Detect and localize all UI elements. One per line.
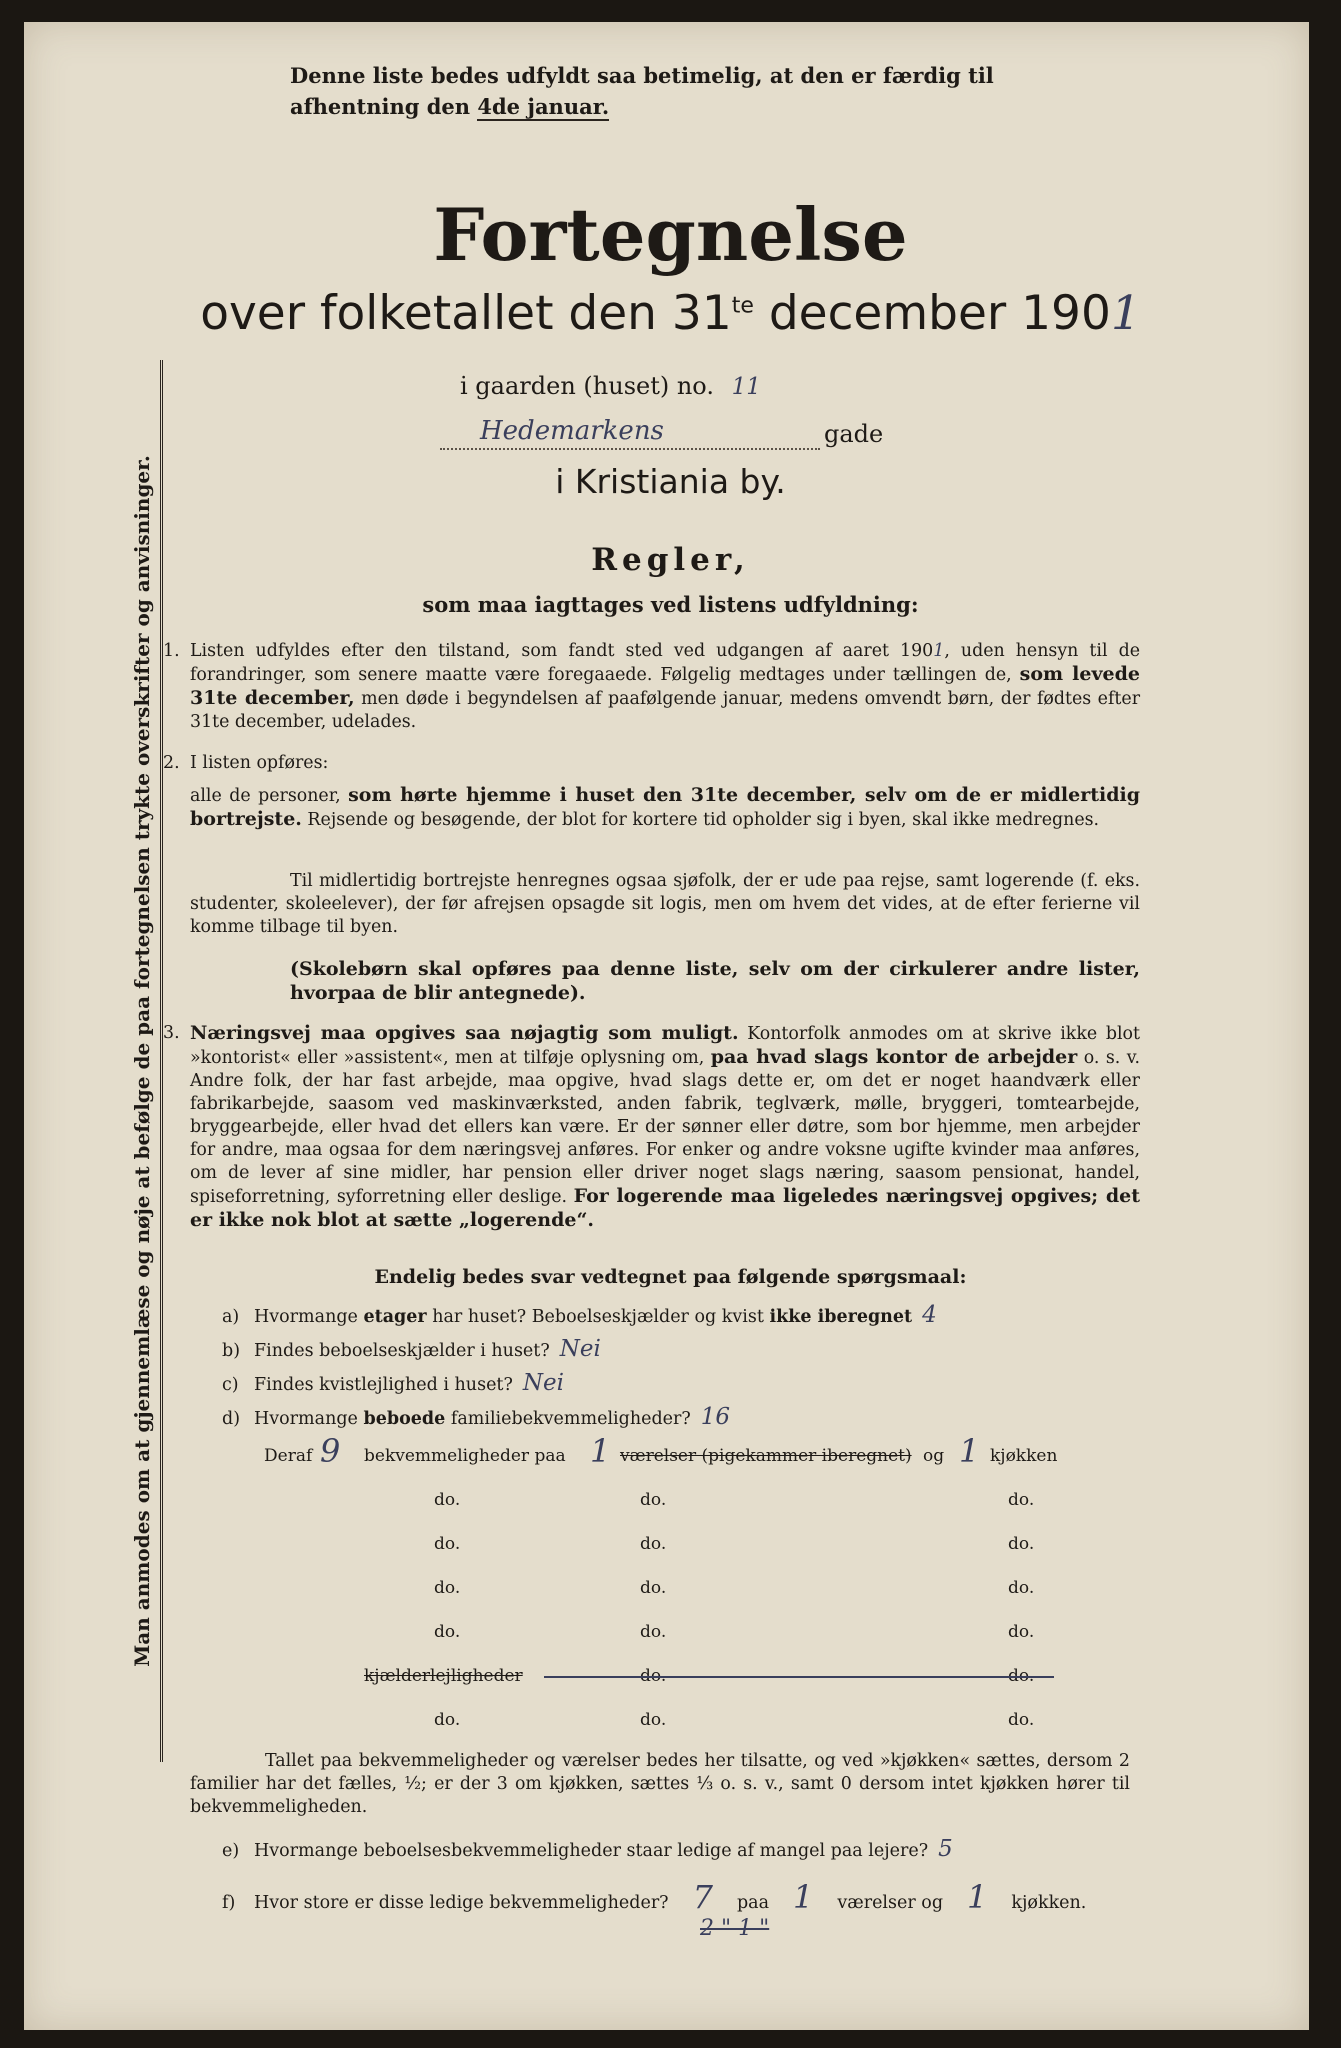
table-row: do. do. do. xyxy=(434,1534,1035,1554)
questions-heading: Endelig bedes svar vedtegnet paa følgende spørgsmaal: xyxy=(374,1266,967,1288)
year-digit: 1 xyxy=(1110,286,1141,341)
rule-1: 1. Listen udfyldes efter den tilstand, som fandt sted ved udgangen af aaret 1901, uden hensyn til de forandringer, som senere maatte være foregaaede. Følgelig medtages under tællingen de, som levede 31te december, men døde i begyndelsen af paafølgende januar, medens omvendt børn, der fødtes efter 31te december, udelades. xyxy=(163,641,1141,732)
house-number-line: i gaarden (huset) no. 11 xyxy=(460,372,761,400)
rule-2-text: alle de personer, som hørte hjemme i huset den 31te december, selv om de er midlertidig bortrejste. Rejsende og besøgende, der blot for kortere tid opholder sig i byen, skal ikke medregnes. xyxy=(190,784,1140,830)
question-f: f) Hvor store er disse ledige bekvemmeligheder? 7 paa 1 værelser og 1 kjøkken. xyxy=(222,1878,1087,1916)
pickup-notice: Denne liste bedes udfyldt saa betimelig, at den er færdig til afhentning den 4de januar. xyxy=(290,63,994,119)
rule-2-para2: Til midlertidig bortrejste henregnes ogsaa sjøfolk, der er ude paa rejse, samt logerende (f. eks. studenter, skoleelever), der før afrejsen opsagde sit logis, men om hvem det vides, at de efter ferierne vil komme tilbage til byen. xyxy=(190,871,1140,937)
side-instruction: Man anmodes om at gjennemlæse og nøje at befølge de paa fortegnelsen trykte overskrifter og anvisninger. xyxy=(124,360,163,1762)
rule-3: 3. Næringsvej maa opgives saa nøjagtig som muligt. Kontorfolk anmodes om at skrive ikke blot »kontorist« eller »assistent«, men at tilføje oplysning om, paa hvad slags kontor de arbejder o. s. v. Andre folk, der har fast arbejde, maa opgive, hvad slags dette er, om det er noget haandværk eller fabrikarbejde, saasom ved maskinværksted, anden fabrik, teglværk, mølle, bryggeri, tomtearbejde, bryggearbejde, eller hvad det ellers kan være. Er der sønner eller døtre, som bor hjemme, men arbejder for andre, maa ogsaa for dem næringsvej anføres. For enker og andre voksne ugifte kvinder maa anføres, om de lever af sine midler, har pension eller driver noget slags næring, saasom pensionat, handel, spiseforretning, syforretning eller deslige. For logerende maa ligeledes næringsvej opgives; det er ikke nok blot at sætte „logerende“. xyxy=(163,1022,1140,1231)
table-row: do. do. do. xyxy=(434,1578,1035,1598)
street-field xyxy=(440,414,820,450)
question-c: c) Findes kvistlejlighed i huset? Nei xyxy=(222,1370,564,1396)
table-row: do. do. do. xyxy=(434,1622,1035,1642)
question-a: a) Hvormange etager har huset? Beboelseskjælder og kvist ikke iberegnet 4 xyxy=(222,1302,937,1328)
table-row: Deraf 9 bekvemmeligheder paa 1 værelser (pigekammer iberegnet) og 1 kjøkken xyxy=(264,1432,1058,1470)
gade-label: gade xyxy=(824,420,884,448)
question-e: e) Hvormange beboelsesbekvemmeligheder staar ledige af mangel paa lejere? 5 xyxy=(222,1836,953,1862)
question-b: b) Findes beboelseskjælder i huset? Nei xyxy=(222,1336,601,1362)
table-row: kjælderlejligheder do. do. xyxy=(264,1666,1064,1698)
rule-2: 2. I listen opføres: xyxy=(163,753,329,773)
question-d: d) Hvormange beboede familiebekvemmeligheder? 16 xyxy=(222,1404,731,1430)
page-title: Fortegnelse xyxy=(433,192,908,277)
table-row: do. do. do. xyxy=(434,1490,1035,1510)
rules-subheading: som maa iagttages ved listens udfyldning: xyxy=(422,592,919,617)
rule-2-note: (Skolebørn skal opføres paa denne liste, selv om der cirkulerer andre lister, hvorpaa de blir antegnede). xyxy=(290,958,1140,1004)
table-note: Tallet paa bekvemmeligheder og værelser bedes her tilsatte, og ved »kjøkken« sættes, dersom 2 familier har det fælles, ½; er der 3 om kjøkken, sættes ⅓ o. s. v., samt 0 dersom intet kjøkken hører til bekvemmeligheden. xyxy=(190,1751,1130,1817)
house-number: 11 xyxy=(731,374,761,400)
page-subtitle: over folketallet den $31^{te}$ december 1901 xyxy=(200,286,1141,341)
table-row: do. do. do. xyxy=(434,1710,1035,1730)
rules-heading: Regler, xyxy=(591,542,750,578)
question-f-extra: 2 " 1 " xyxy=(700,1916,770,1941)
street-name: Hedemarkens xyxy=(480,416,664,446)
city-line: i Kristiania by. xyxy=(555,462,786,501)
